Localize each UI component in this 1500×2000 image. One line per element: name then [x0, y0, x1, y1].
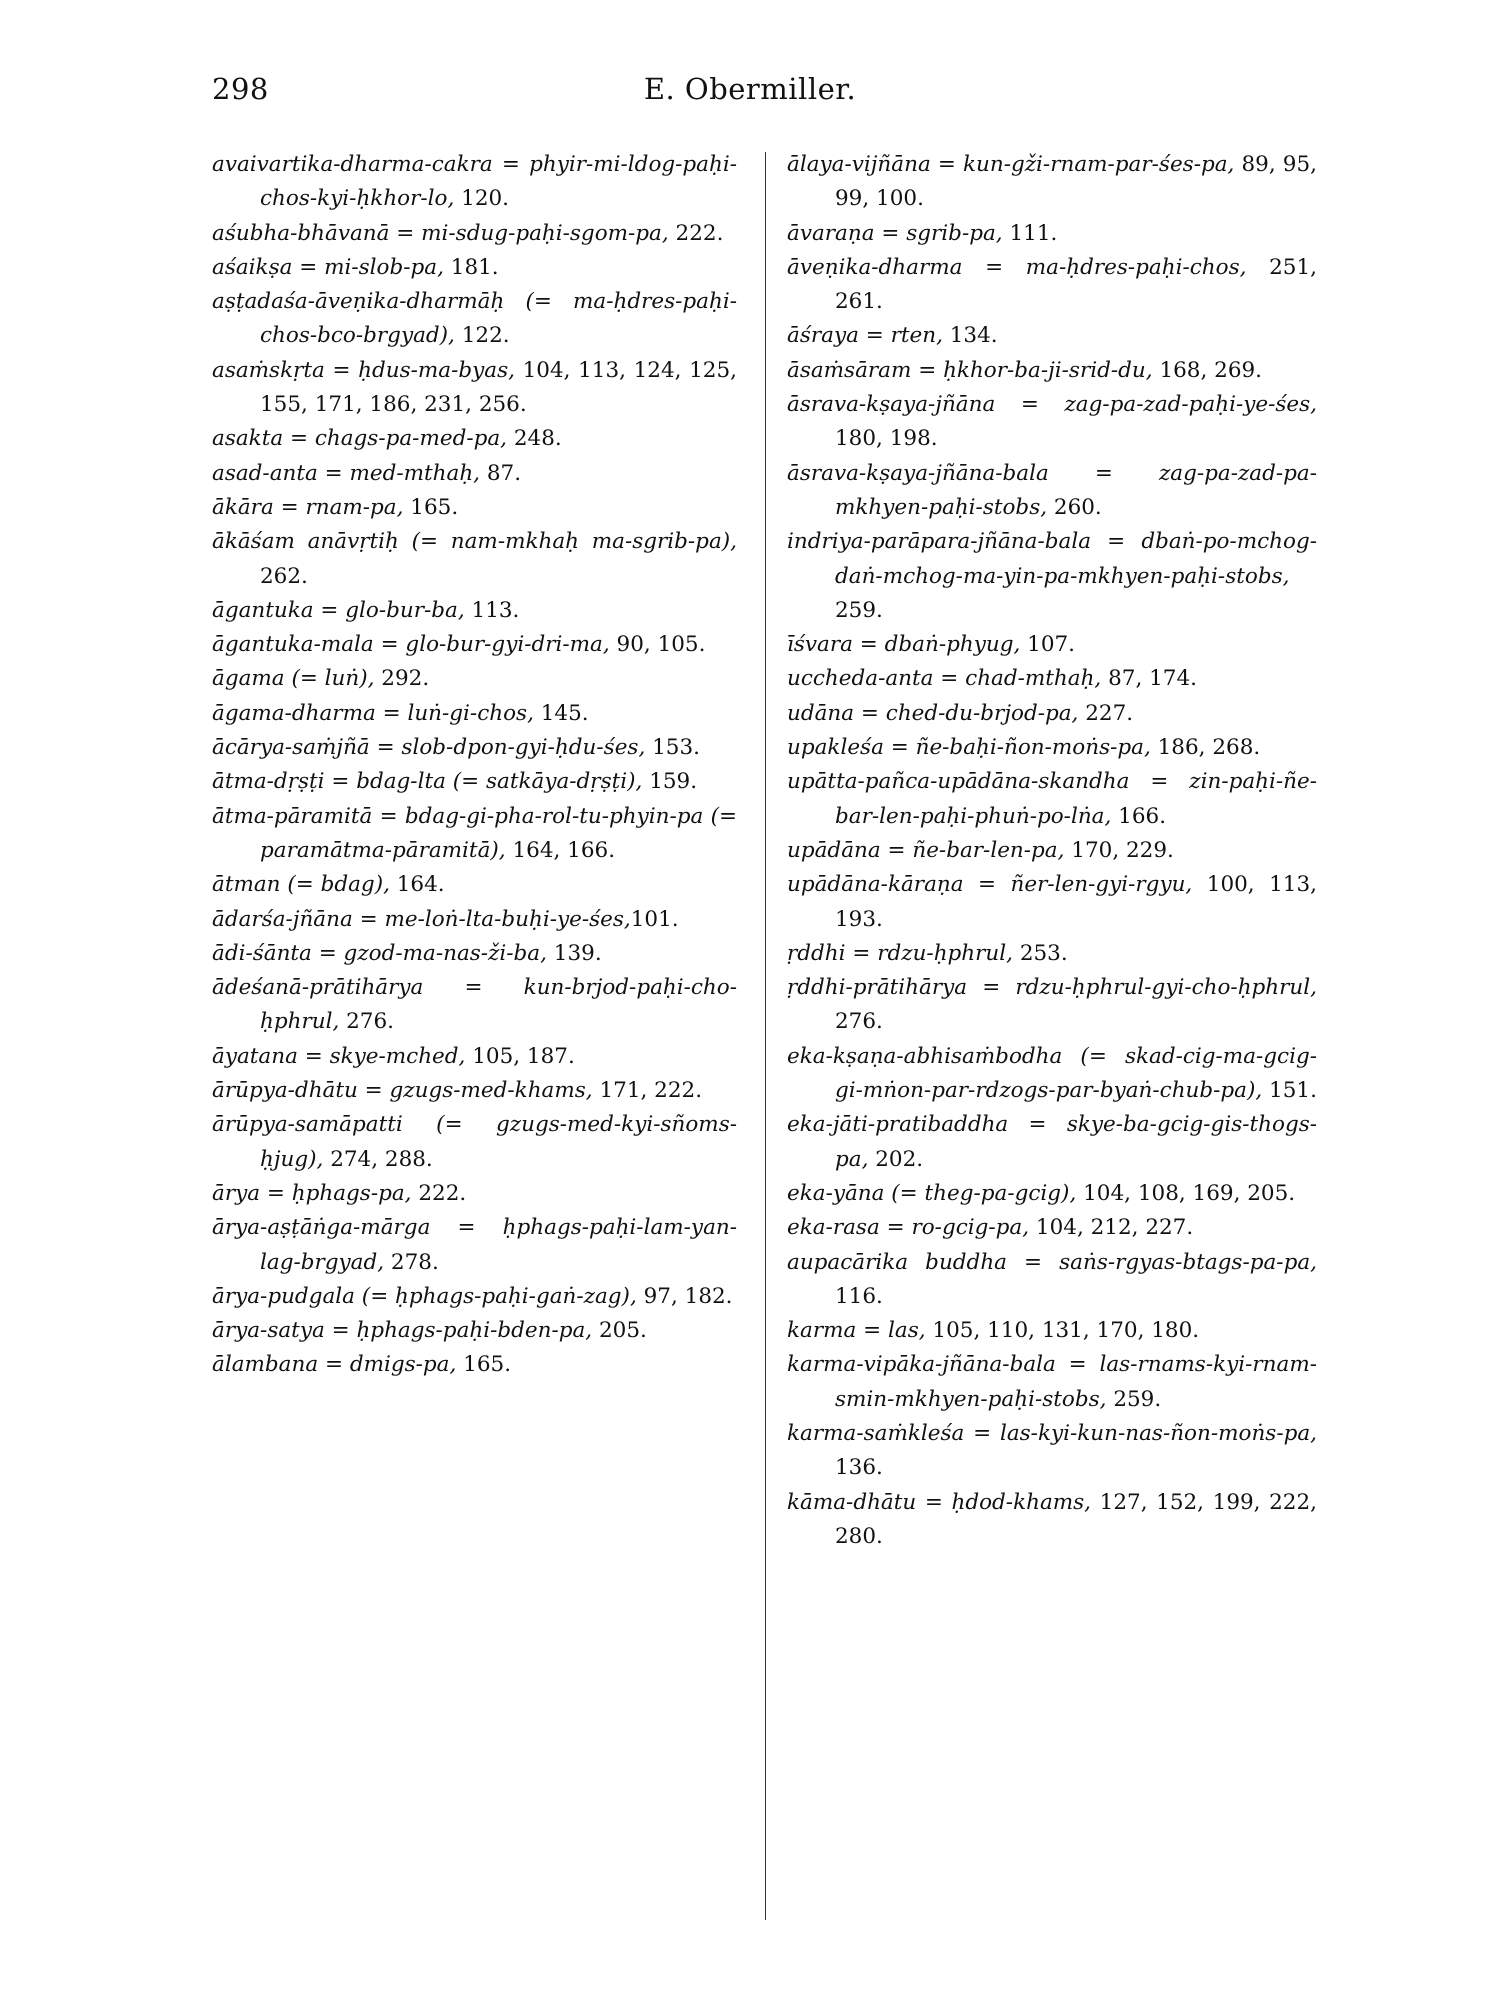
entry-page-refs: 127, 152, 199, 222, 280.: [835, 1489, 1317, 1549]
index-entry: [212, 731, 737, 765]
entry-page-refs: 107.: [1020, 632, 1076, 658]
entry-term: upakleśa = ñe-baḥi-ñon-moṅs-pa,: [787, 735, 1151, 761]
entry-term: ārya-pudgala (= ḥphags-paḥi-gaṅ-zag),: [212, 1283, 637, 1309]
index-entry: [212, 1348, 737, 1382]
index-entry: [787, 765, 1317, 834]
entry-page-refs: 222.: [411, 1180, 467, 1206]
entry-page-refs: 186, 268.: [1150, 735, 1261, 761]
index-entry: [787, 525, 1317, 628]
index-entry: [212, 868, 737, 902]
entry-page-refs: 120.: [454, 186, 510, 212]
entry-page-refs: 180, 198.: [835, 426, 938, 452]
entry-term: ākāśam anāvṛtiḥ (= nam-mkhaḥ ma-sgrib-pa),: [212, 529, 737, 555]
entry-term: ālaya-vijñāna = kun-gži-rnam-par-śes-pa,: [787, 152, 1235, 177]
entry-page-refs: 104, 108, 169, 205.: [1076, 1180, 1296, 1206]
index-entry: [787, 1486, 1317, 1555]
entry-page-refs: 276.: [835, 1009, 883, 1035]
entry-page-refs: 205.: [592, 1318, 647, 1344]
index-entry: [212, 1040, 737, 1074]
index-entry: [212, 1211, 737, 1280]
index-entry: [787, 251, 1317, 320]
index-entry: [212, 765, 737, 799]
index-entry: [787, 354, 1317, 388]
entry-page-refs: 139.: [546, 940, 602, 966]
entry-term: āyatana = skye-mched,: [212, 1043, 466, 1069]
entry-page-refs: 87, 174.: [1101, 666, 1197, 692]
entry-term: ārya-satya = ḥphags-paḥi-bden-pa,: [212, 1318, 593, 1344]
entry-term: upādāna-kāraṇa = ñer-len-gyi-rgyu,: [787, 872, 1193, 898]
entry-term: ṛddhi = rdzu-ḥphrul,: [787, 940, 1013, 966]
index-entry: [212, 1280, 737, 1314]
entry-term: ātman (= bdag),: [212, 872, 390, 898]
entry-page-refs: 97, 182.: [636, 1283, 733, 1309]
entry-page-refs: 104, 113, 124, 125, 155, 171, 186, 231, 256.: [260, 357, 737, 418]
entry-page-refs: 227.: [1078, 700, 1134, 726]
entry-term: āsrava-kṣaya-jñāna-bala = zag-pa-zad-pa-mkhyen-paḥi-stobs,: [787, 460, 1317, 520]
entry-page-refs: 168, 269.: [1152, 357, 1263, 383]
entry-page-refs: 166.: [1111, 803, 1167, 829]
index-entry: [212, 1314, 737, 1348]
index-entry: [787, 148, 1317, 217]
entry-page-refs: 89, 95, 99, 100.: [835, 152, 1317, 212]
index-entry: [212, 491, 737, 525]
entry-page-refs: 105, 110, 131, 170, 180.: [925, 1318, 1200, 1344]
entry-term: aupacārika buddha = saṅs-rgyas-btags-pa-pa,: [787, 1249, 1317, 1275]
entry-page-refs: 253.: [1012, 940, 1068, 966]
entry-page-refs: 274, 288.: [323, 1146, 433, 1172]
entry-term: ālambana = dmigs-pa,: [212, 1352, 457, 1378]
index-entry: [787, 868, 1317, 937]
entry-page-refs: 251, 261.: [835, 254, 1317, 315]
entry-term: ādeśanā-prātihārya = kun-brjod-paḥi-cho-ḥphrul,: [212, 975, 737, 1035]
entry-page-refs: 159.: [642, 769, 698, 795]
entry-term: karma = las,: [787, 1318, 926, 1344]
entry-term: upādāna = ñe-bar-len-pa,: [787, 837, 1065, 863]
index-entry: [787, 971, 1317, 1040]
entry-term: aṣṭadaśa-āveṇika-dharmāḥ (= ma-ḥdres-paḥi-chos-bco-brgyad),: [212, 289, 737, 349]
index-entry: [787, 1108, 1317, 1177]
index-entry: [212, 628, 737, 662]
entry-term: ārya-aṣṭāṅga-mārga = ḥphags-paḥi-lam-yan-lag-brgyad,: [212, 1215, 737, 1275]
entry-page-refs: 164, 166.: [505, 837, 616, 863]
entry-term: asaṁskṛta = ḥdus-ma-byas,: [212, 357, 515, 383]
entry-page-refs: 164.: [389, 872, 445, 898]
page-number: 298: [212, 72, 269, 106]
entry-term: ātma-dṛṣṭi = bdag-lta (= satkāya-dṛṣṭi),: [212, 769, 643, 795]
entry-term: ācārya-saṁjñā = slob-dpon-gyi-ḥdu-śes,: [212, 735, 646, 761]
entry-term: āgantuka-mala = glo-bur-gyi-dri-ma,: [212, 632, 610, 658]
entry-page-refs: 134.: [942, 323, 998, 349]
entry-page-refs: 259.: [1106, 1386, 1162, 1412]
index-entry: [787, 1211, 1317, 1245]
entry-term: karma-saṁkleśa = las-kyi-kun-nas-ñon-moṅs-pa,: [787, 1420, 1317, 1446]
entry-page-refs: 202.: [868, 1146, 924, 1172]
index-entry: [212, 217, 737, 251]
entry-term: aśubha-bhāvanā = mi-sdug-paḥi-sgom-pa,: [212, 220, 669, 246]
index-entry: [787, 217, 1317, 251]
entry-term: aśaikṣa = mi-slob-pa,: [212, 254, 444, 280]
entry-term: āsaṁsāram = ḥkhor-ba-ji-srid-du,: [787, 357, 1153, 383]
index-entry: [787, 697, 1317, 731]
entry-page-refs: 116.: [835, 1283, 883, 1309]
entry-page-refs: 87.: [480, 460, 522, 486]
entry-term: ṛddhi-prātihārya = rdzu-ḥphrul-gyi-cho-ḥphrul,: [787, 975, 1317, 1001]
index-entry: [212, 662, 737, 696]
entry-term: ātma-pāramitā = bdag-gi-pha-rol-tu-phyin-pa (= paramātma-pāramitā),: [212, 803, 737, 863]
entry-term: eka-rasa = ro-gcig-pa,: [787, 1215, 1030, 1241]
index-entry: [787, 1417, 1317, 1486]
index-entry: [787, 834, 1317, 868]
entry-page-refs: 248.: [507, 426, 562, 452]
entry-page-refs: 165.: [456, 1352, 512, 1378]
index-entry: [212, 422, 737, 456]
index-entry: [787, 1040, 1317, 1109]
entry-page-refs: 105, 187.: [465, 1043, 575, 1069]
entry-term: asakta = chags-pa-med-pa,: [212, 426, 508, 452]
index-entry: [787, 319, 1317, 353]
index-entry: [212, 285, 737, 354]
index-entry: [212, 1177, 737, 1211]
index-entry: [212, 971, 737, 1040]
entry-page-refs: 181.: [443, 254, 499, 280]
entry-term: ārya = ḥphags-pa,: [212, 1180, 412, 1206]
running-head: E. Obermiller.: [643, 72, 857, 106]
entry-term: ārūpya-samāpatti (= gzugs-med-kyi-sñoms-ḥjug),: [212, 1112, 737, 1172]
index-entry: [212, 800, 737, 869]
entry-term: eka-kṣaṇa-abhisaṁbodha (= skad-cig-ma-gcig-gi-mṅon-par-rdzogs-par-byaṅ-chub-pa),: [787, 1043, 1317, 1104]
index-entry: [212, 457, 737, 491]
entry-page-refs: 292.: [374, 666, 430, 692]
entry-page-refs: 222.: [668, 220, 724, 246]
entry-page-refs: 90, 105.: [609, 632, 706, 658]
entry-page-refs: 101.: [630, 906, 679, 932]
entry-term: udāna = ched-du-brjod-pa,: [787, 700, 1079, 726]
entry-term: karma-vipāka-jñāna-bala = las-rnams-kyi-rnam-smin-mkhyen-paḥi-stobs,: [787, 1352, 1317, 1412]
entry-term: āgama-dharma = luṅ-gi-chos,: [212, 700, 534, 726]
entry-term: āśraya = rten,: [787, 323, 943, 349]
entry-page-refs: 104, 212, 227.: [1029, 1215, 1194, 1241]
entry-page-refs: 151.: [1262, 1078, 1317, 1104]
entry-page-refs: 262.: [260, 563, 308, 589]
entry-page-refs: 165.: [403, 494, 459, 520]
entry-term: eka-jāti-pratibaddha = skye-ba-gcig-gis-thogs-pa,: [787, 1112, 1317, 1172]
entry-page-refs: 170, 229.: [1064, 837, 1174, 863]
entry-term: āgama (= luṅ),: [212, 666, 375, 692]
right-column: [787, 148, 1317, 1554]
index-entry: [787, 628, 1317, 662]
index-entry: [787, 1348, 1317, 1417]
column-divider: [765, 152, 766, 1920]
index-entry: [787, 662, 1317, 696]
index-entry: [787, 457, 1317, 526]
entry-page-refs: 100, 113, 193.: [835, 872, 1317, 932]
entry-page-refs: 259.: [835, 597, 883, 623]
index-entry: [212, 594, 737, 628]
index-entry: [787, 388, 1317, 457]
index-entry: [787, 1177, 1317, 1211]
index-entry: [212, 525, 737, 594]
entry-term: avaivartika-dharma-cakra = phyir-mi-ldog-paḥi-chos-kyi-ḥkhor-lo,: [212, 152, 737, 212]
left-column: [212, 148, 737, 1383]
entry-term: ārūpya-dhātu = gzugs-med-khams,: [212, 1078, 593, 1104]
entry-term: āveṇika-dharma = ma-ḥdres-paḥi-chos,: [787, 254, 1247, 280]
entry-term: indriya-parāpara-jñāna-bala = dbaṅ-po-mchog-daṅ-mchog-ma-yin-pa-mkhyen-paḥi-stobs,: [787, 529, 1317, 589]
entry-term: āsrava-kṣaya-jñāna = zag-pa-zad-paḥi-ye-śes,: [787, 392, 1317, 418]
index-entry: [212, 937, 737, 971]
entry-term: eka-yāna (= theg-pa-gcig),: [787, 1180, 1077, 1206]
index-entry: [212, 354, 737, 423]
entry-page-refs: 276.: [339, 1009, 395, 1035]
entry-term: upātta-pañca-upādāna-skandha = zin-paḥi-ñe-bar-len-paḥi-phuṅ-po-lṅa,: [787, 769, 1317, 829]
index-entry: [787, 731, 1317, 765]
entry-page-refs: 136.: [835, 1455, 883, 1481]
entry-page-refs: 122.: [454, 323, 510, 349]
entry-page-refs: 153.: [645, 735, 701, 761]
entry-term: ākāra = rnam-pa,: [212, 494, 404, 520]
entry-term: āvaraṇa = sgrib-pa,: [787, 220, 1003, 246]
entry-term: ādarśa-jñāna = me-loṅ-lta-buḥi-ye-śes,: [212, 906, 631, 932]
index-entry: [212, 697, 737, 731]
entry-term: asad-anta = med-mthaḥ,: [212, 460, 481, 486]
index-entry: [212, 1108, 737, 1177]
index-entry: [212, 251, 737, 285]
entry-term: āgantuka = glo-bur-ba,: [212, 597, 465, 623]
index-entry: [787, 1314, 1317, 1348]
index-entry: [787, 1246, 1317, 1315]
index-entry: [212, 1074, 737, 1108]
entry-page-refs: 111.: [1002, 220, 1058, 246]
entry-term: uccheda-anta = chad-mthaḥ,: [787, 666, 1102, 692]
index-entry: [212, 148, 737, 217]
index-entry: [787, 937, 1317, 971]
entry-page-refs: 260.: [1047, 494, 1102, 520]
entry-page-refs: 171, 222.: [592, 1078, 703, 1104]
entry-term: kāma-dhātu = ḥdod-khams,: [787, 1489, 1092, 1515]
entry-term: ādi-śānta = gzod-ma-nas-ži-ba,: [212, 940, 547, 966]
index-entry: [212, 903, 737, 937]
entry-page-refs: 113.: [464, 597, 520, 623]
entry-term: īśvara = dbaṅ-phyug,: [787, 632, 1021, 658]
entry-page-refs: 278.: [384, 1249, 439, 1275]
entry-page-refs: 145.: [533, 700, 589, 726]
